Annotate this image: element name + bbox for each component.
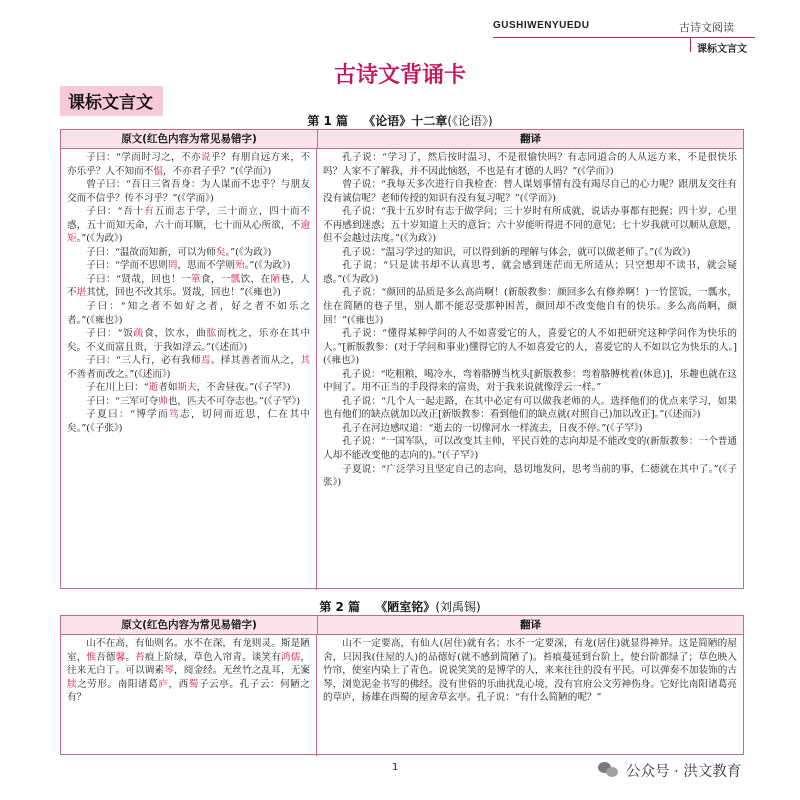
- pian1-title: 《论语》十二章: [363, 114, 448, 128]
- header-rule: [493, 37, 755, 38]
- error-prone-char: 疏: [133, 328, 145, 340]
- page-title: 古诗文背诵卡: [333, 63, 466, 88]
- original-paragraph: [67, 178, 310, 205]
- error-prone-char: 瓢: [230, 273, 241, 285]
- original-text-run: 吾德: [96, 651, 116, 663]
- header-tag: 课标文言文: [697, 44, 747, 55]
- pian1-translation-header: 翻译: [520, 133, 541, 145]
- translation-paragraph: 孔子说：“我十五岁时有志于做学问；三十岁时有所成就，说话办事都有把握；四十岁，心里不再感到迷惑；五十岁知道上天的意旨；六十岁能听得进不同的意见；七十岁我就可以顺从意愿，但不会越过法度。”(《为政》): [323, 206, 737, 245]
- translation-paragraph: 孔子说：“学习了，然后按时温习，不是很愉快吗？有志同道合的人从远方来，不是很快乐吗？人家不了解我，并不因此恼怒，不也是有才德的人吗？”(《学而》): [323, 152, 737, 177]
- header-pinyin: GUSHIWENYUEDU: [493, 20, 590, 31]
- pian2-original-text: [61, 635, 317, 756]
- error-prone-char: 斯夫: [177, 382, 197, 394]
- original-text-run: 子曰：“三军可夺: [86, 395, 159, 407]
- original-text-run: 者如: [158, 382, 178, 394]
- original-paragraph: [67, 381, 310, 395]
- original-text-run: 食，饮水，曲: [144, 328, 207, 340]
- error-prone-char: 鸿儒: [281, 651, 301, 663]
- pian2-table-header: [61, 616, 743, 635]
- original-paragraph: [67, 205, 310, 246]
- original-text-run: ，不舍昼夜。”(《子罕》): [196, 382, 291, 394]
- error-prone-char: 其: [300, 355, 311, 367]
- error-prone-char: 蜀: [188, 678, 199, 690]
- pian2-translation-header: 翻译: [520, 619, 541, 631]
- original-text-run: 之劳形。南阳诸葛: [77, 678, 159, 690]
- error-prone-char: 牍: [67, 678, 78, 690]
- pian2-heading: [0, 598, 800, 615]
- pian1-number: 第 1 篇: [307, 114, 349, 128]
- original-paragraph: [67, 273, 310, 300]
- original-text-run: 而枕之，乐亦在其中矣。不义而富且贵，于我如浮云。”(《述而》): [67, 328, 311, 353]
- translation-paragraph: 孔子在河边感叹道：“逝去的一切像河水一样流去，日夜不停。”(《子罕》): [342, 422, 643, 434]
- original-text-run: 山不在高，有仙则名。水不在深，有龙则灵。斯是陋室，: [67, 638, 310, 663]
- page-number: 1: [392, 762, 399, 773]
- pian1-table: [60, 129, 744, 589]
- translation-paragraph: 山不一定要高，有仙人(居住)就有名；水不一定要深，有龙(居住)就显得神异。这是简陋的屋舍，只因我(住屋的人)的品德好(就不感到简陋了)。苔痕蔓延到台阶上，使台阶都绿了；草色映入竹帘，使室内染上了青色。说说笑笑的是博学的人，来来往往的没有平民。可以弹奏不加装饰的古琴，浏览泥金书写的佛经。没有世俗的乐曲扰乱心境，没有官府公文劳神伤身。它好比南阳诸葛亮的草庐，扬雄在西蜀的屋舍草玄亭。孔子说：“有什么简陋的呢？”: [323, 638, 737, 704]
- pian1-original-text: [61, 149, 317, 590]
- original-text-run: 。择其善者而从之，: [210, 355, 301, 367]
- original-text-run: 子曰：“知之者不如好之者，好之者不如乐之者。”(《雍也》): [67, 301, 310, 326]
- error-prone-char: 愠: [153, 165, 163, 177]
- translation-paragraph: 曾子说：“我每天多次进行自我检查：替人谋划事情有没有竭尽自己的心力呢？跟朋友交往有没有诚信呢？老师传授的知识有没有复习呢？”(《学而》): [323, 179, 737, 204]
- original-text-run: 子曰：“吾十: [86, 206, 145, 218]
- pian2-table: [60, 615, 744, 755]
- translation-paragraph: 孔子说：“温习学过的知识，可以得到新的理解与体会，就可以做老师了。”(《为政》): [342, 246, 691, 258]
- original-text-run: 子曰：“学而不思则: [86, 260, 168, 272]
- error-prone-char: 殆: [235, 260, 245, 272]
- pian1-table-header: [61, 130, 743, 149]
- error-prone-char: 说: [200, 152, 211, 163]
- translation-paragraph: 子夏说：“广泛学习且坚定自己的志向，恳切地发问，思考当前的事，仁德就在其中了。”(《子张》): [323, 463, 737, 489]
- error-prone-char: 馨: [115, 651, 126, 663]
- original-paragraph: [67, 259, 310, 273]
- original-text-run: 饮，在: [240, 273, 271, 285]
- original-text-run: 子云亭。孔子云：何陋之有？: [67, 678, 311, 704]
- original-paragraph: [67, 246, 310, 260]
- header-chinese: 古诗文阅读: [679, 21, 734, 34]
- section-badge: 课标文言文: [60, 86, 163, 116]
- error-prone-char: 陋: [270, 273, 281, 285]
- original-text-run: 曾子曰：“吾日三省吾身：为人谋而不忠乎？与朋友交而不信乎？传不习乎？”(《学而》): [67, 179, 310, 204]
- translation-paragraph: 孔子说：“吃粗粮，喝冷水，弯着胳膊当枕头[新版教参：弯着胳膊枕着(休息)]，乐趣也就在这中间了。用不正当的手段得来的富贵，对于我来说就像浮云一样。”: [323, 368, 737, 394]
- error-prone-char: 帅: [158, 395, 168, 407]
- pian1-source: (《论语》): [447, 114, 493, 128]
- error-prone-char: 堪: [76, 287, 87, 299]
- translation-paragraph: 孔子说：“几个人一起走路，在其中必定有可以做我老师的人。选择他们的优点来学习，如果也有他们的缺点就加以改正[新版教参：看到他们的缺点就(对照自己)加以改正]。”(《述而》): [323, 395, 737, 421]
- original-text-run: 也，匹夫不可夺志也。”(《子罕》): [167, 395, 301, 407]
- original-text-run: 。: [125, 651, 136, 663]
- original-paragraph: [67, 408, 310, 435]
- original-paragraph: [67, 327, 310, 354]
- pian1-translation-text: [317, 149, 743, 590]
- pian1-original-header: 原文(红色内容为常见易错字): [61, 130, 318, 148]
- original-text-run: 。”(《为政》): [76, 233, 123, 245]
- original-text-run: 子曰：“学而时习之，不亦: [86, 152, 201, 163]
- original-paragraph: [67, 300, 310, 327]
- error-prone-char: 肱: [206, 328, 218, 340]
- original-text-run: 巷，人不: [67, 273, 311, 299]
- original-text-run: 。”(《为政》): [225, 246, 272, 258]
- original-text-run: ，往来无白丁。可以调素: [67, 651, 311, 677]
- error-prone-char: 庐: [158, 678, 169, 690]
- original-text-run: 食，一: [200, 273, 231, 285]
- pian1-heading: [0, 112, 800, 129]
- original-text-run: 五而志于学，三十而立，四十而不惑，五十而知天命，六十而耳顺，七十而从心所欲，不: [67, 206, 311, 231]
- original-text-run: 不善者而改之。”(《述而》): [67, 368, 171, 380]
- running-header: [493, 18, 753, 36]
- pian2-translation-text: [317, 635, 743, 756]
- translation-paragraph: 孔子说：“一国军队，可以改变其主帅，平民百姓的志向却是不能改变的(新版教参：一个普通人却不能改变他的志向的)。”(《子罕》): [323, 436, 737, 462]
- original-text-run: 乎？有朋自远方来，不亦乐乎？人不知而不: [67, 152, 311, 177]
- original-text-run: ，思而不学则: [177, 260, 235, 272]
- original-paragraph: [67, 637, 310, 705]
- translation-paragraph: 孔子说：“只是读书却不认真思考，就会感到迷茫而无所适从；只空想却不读书，就会疑惑。”(《为政》): [323, 260, 737, 285]
- original-text-run: 子曰：“饭: [86, 328, 134, 340]
- pian2-number: 第 2 篇: [319, 600, 361, 614]
- original-text-run: ，不亦君子乎？”(《学而》): [162, 165, 272, 177]
- original-text-run: ，西: [168, 678, 189, 690]
- original-text-run: 其忧，回也不改其乐。贤哉，回也！”(《雍也》): [86, 287, 281, 299]
- error-prone-char: 惟: [86, 651, 97, 663]
- original-text-run: 子曰：“三人行，必有我师: [86, 355, 201, 367]
- original-text-run: ，阅金经。无丝竹之乱耳，无案: [174, 665, 311, 677]
- original-paragraph: [67, 395, 310, 409]
- original-text-run: 志，切问而近思，仁在其中矣。”(《子张》): [67, 409, 311, 434]
- original-text-run: 子曰：“贤哉，回也！一: [86, 273, 191, 285]
- error-prone-char: 有: [144, 206, 155, 218]
- original-text-run: 子在川上曰：“: [86, 382, 149, 394]
- error-prone-char: 逝: [148, 382, 159, 394]
- original-paragraph: [67, 354, 310, 381]
- pian2-title: 《陋室铭》: [375, 600, 436, 614]
- pian2-original-header: 原文(红色内容为常见易错字): [61, 616, 318, 634]
- error-prone-char: 罔: [167, 260, 178, 272]
- error-prone-char: 焉: [200, 355, 211, 367]
- error-prone-char: 逾矩: [67, 219, 310, 245]
- error-prone-char: 笃: [169, 409, 181, 421]
- error-prone-char: 琴: [164, 665, 174, 677]
- header-tag-divider: [690, 38, 691, 52]
- original-text-run: 子夏曰：“博学而: [86, 409, 170, 421]
- wechat-icon: [598, 761, 620, 779]
- original-text-run: 。”(《为政》): [244, 260, 291, 272]
- error-prone-char: 箪: [190, 273, 201, 285]
- translation-paragraph: 孔子说：“颜回的品质是多么高尚啊！(新版教参：颜回多么有修养啊！)一竹筐饭，一瓢水，住在简陋的巷子里，别人都不能忍受那种困苦，颜回却不改变他自有的快乐。多么高尚啊，颜回！”(《雍也》): [323, 287, 737, 326]
- error-prone-char: 矣: [215, 246, 226, 258]
- original-text-run: 子曰：“温故而知新，可以为师: [86, 246, 216, 258]
- pian2-author: (刘禹锡): [435, 600, 481, 614]
- translation-paragraph: 孔子说：“懂得某种学问的人不如喜爱它的人，喜爱它的人不如把研究这种学问作为快乐的人。”[新版教参：(对于学问和事业)懂得它的人不如喜爱它的人，喜爱它的人不如以它为快乐的人。](《雍也》): [323, 328, 737, 367]
- watermark-text: 公众号 · 洪文教育: [626, 763, 742, 780]
- watermark: [598, 758, 741, 782]
- original-paragraph: [67, 151, 310, 178]
- original-text-run: 痕上阶绿，草色入帘青。谈笑有: [144, 651, 281, 663]
- error-prone-char: 苔: [135, 651, 145, 663]
